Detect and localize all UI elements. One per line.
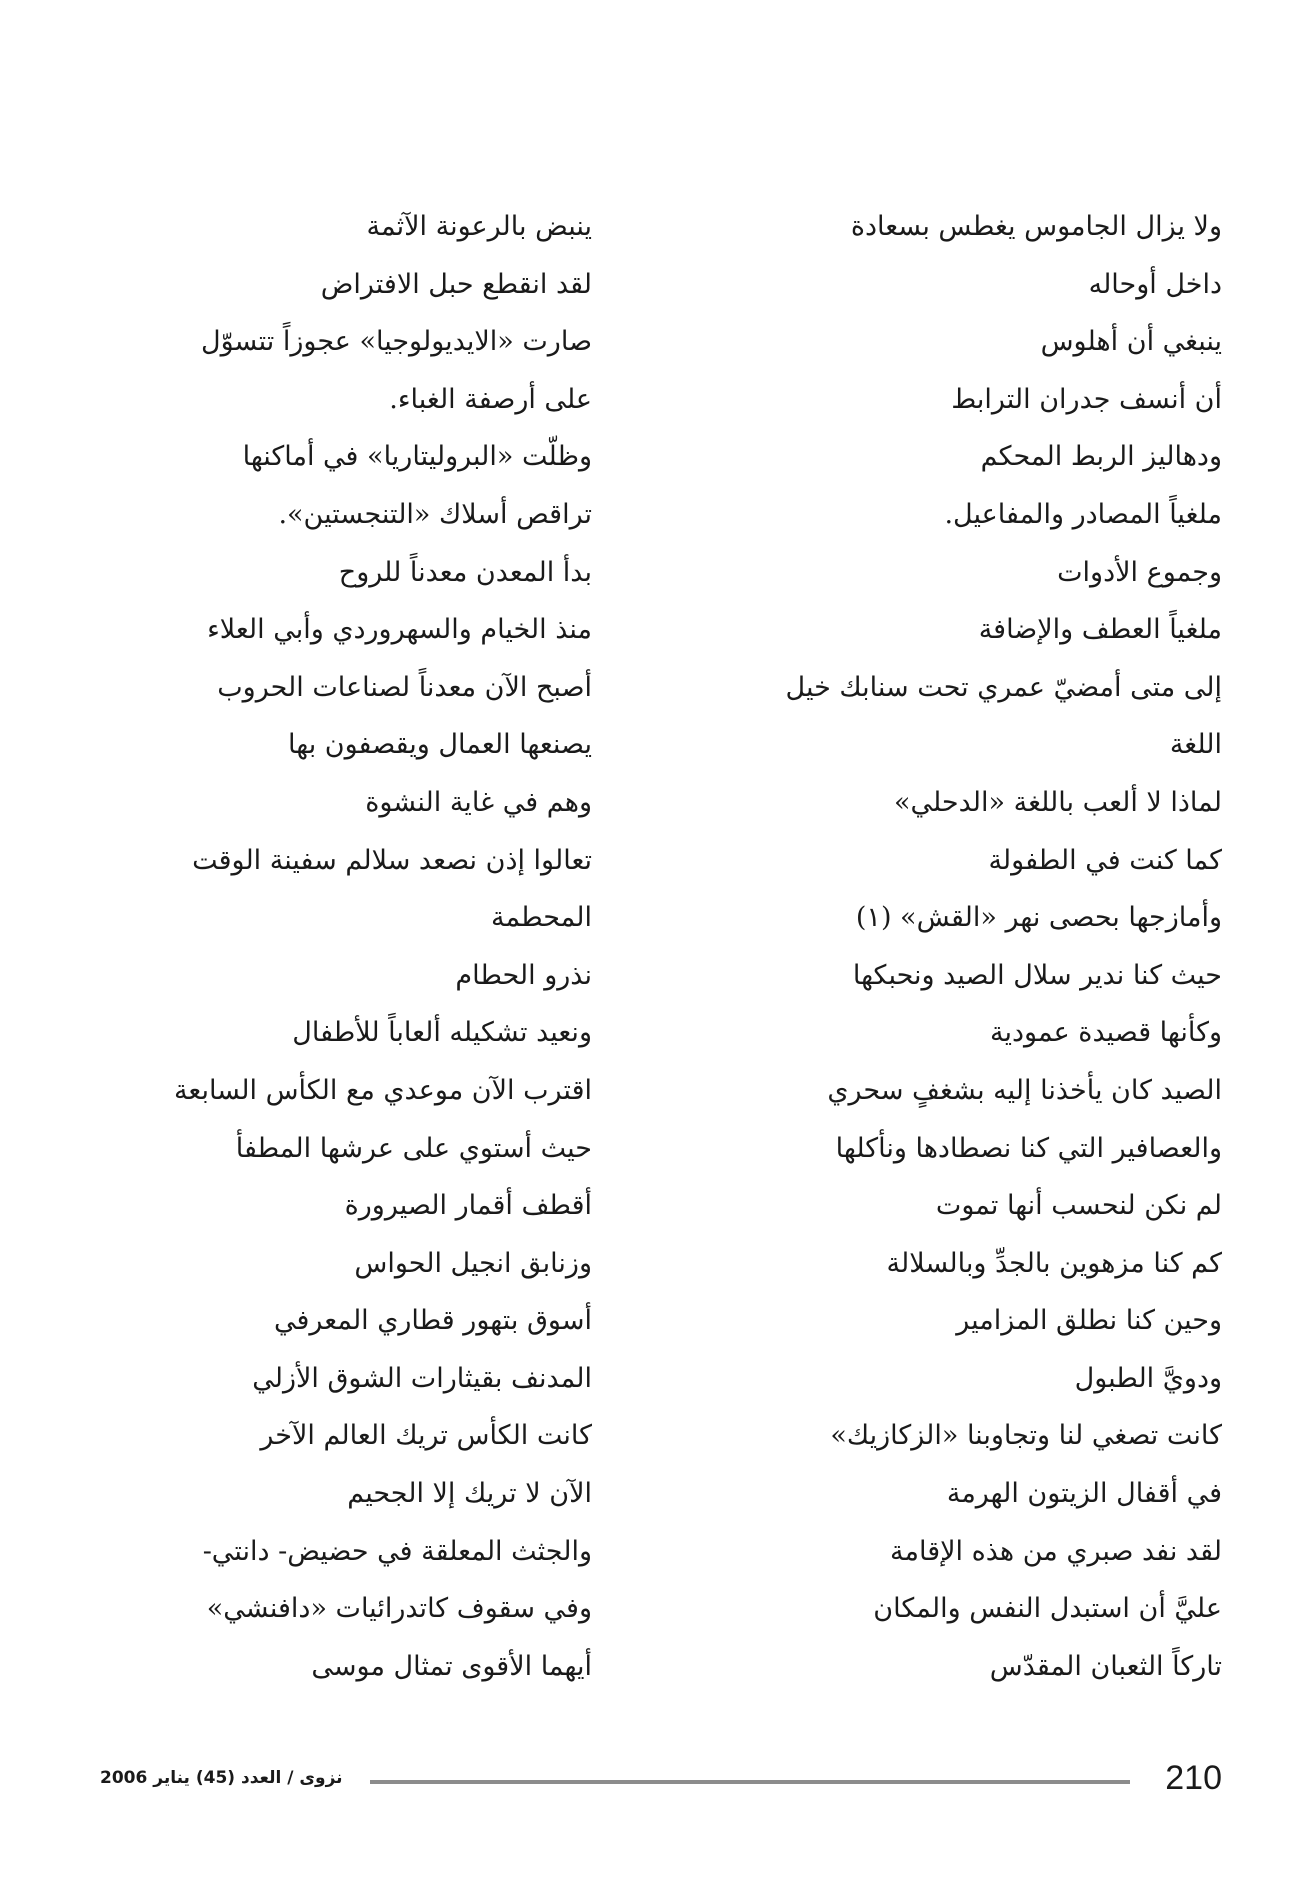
verse-line: أصبح الآن معدناً لصناعات الحروب bbox=[217, 671, 592, 703]
verse-line: المحطمة bbox=[491, 902, 592, 934]
verse-line: حيث أستوي على عرشها المطفأ bbox=[235, 1132, 592, 1164]
verse-line: صارت «الايديولوجيا» عجوزاً تتسوّل bbox=[200, 326, 592, 358]
verse-line: بدأ المعدن معدناً للروح bbox=[338, 556, 592, 588]
verse-line: تراقص أسلاك «التنجستين». bbox=[278, 498, 592, 530]
verse-line: والعصافير التي كنا نصطادها ونأكلها bbox=[835, 1132, 1222, 1164]
verse-line: ودهاليز الربط المحكم bbox=[980, 441, 1222, 473]
verse-line: كانت الكأس تريك العالم الآخر bbox=[260, 1420, 592, 1452]
verse-line: لم نكن لنحسب أنها تموت bbox=[935, 1190, 1222, 1222]
verse-line: ينبغي أن أهلوس bbox=[1040, 326, 1222, 358]
verse-line: ينبض بالرعونة الآثمة bbox=[366, 211, 592, 242]
page-footer bbox=[100, 1758, 1222, 1798]
verse-line: اللغة bbox=[1169, 729, 1222, 761]
verse-line: يصنعها العمال ويقصفون بها bbox=[288, 729, 592, 761]
journal-separator: / bbox=[287, 1768, 294, 1788]
verse-line: ولا يزال الجاموس يغطس بسعادة bbox=[850, 211, 1222, 242]
page-number: 210 bbox=[1165, 1759, 1222, 1797]
verse-line: أقطف أقمار الصيرورة bbox=[344, 1190, 592, 1222]
verse-line: وجموع الأدوات bbox=[1057, 556, 1222, 588]
verse-line: المدنف بقيثارات الشوق الأزلي bbox=[252, 1362, 592, 1394]
verse-line: الآن لا تريك إلا الجحيم bbox=[347, 1478, 592, 1510]
poem-column-left bbox=[72, 198, 592, 1695]
verse-line: حيث كنا ندير سلال الصيد ونحبكها bbox=[852, 959, 1222, 991]
journal-name: نزوى bbox=[299, 1768, 343, 1788]
verse-line: وهم في غاية النشوة bbox=[365, 786, 592, 818]
footer-rule bbox=[370, 1780, 1130, 1784]
verse-line: أيهما الأقوى تمثال موسى bbox=[311, 1650, 592, 1682]
issue-label: العدد bbox=[241, 1768, 282, 1788]
verse-line: في أقفال الزيتون الهرمة bbox=[946, 1478, 1222, 1510]
verse-line: تاركاً الثعبان المقدّس bbox=[989, 1650, 1222, 1682]
verse-line: ملغياً المصادر والمفاعيل. bbox=[944, 498, 1222, 530]
verse-line: تعالوا إذن نصعد سلالم سفينة الوقت bbox=[192, 844, 592, 876]
verse-line: لقد نفد صبري من هذه الإقامة bbox=[890, 1535, 1222, 1567]
verse-line: وأمازجها بحصى نهر «القش» (١) bbox=[855, 902, 1222, 934]
verse-line: وظلّت «البروليتاريا» في أماكنها bbox=[242, 441, 592, 473]
verse-line: اقترب الآن موعدي مع الكأس السابعة bbox=[173, 1074, 592, 1106]
verse-line: ونعيد تشكيله ألعاباً للأطفال bbox=[292, 1017, 592, 1049]
journal-info bbox=[100, 1762, 343, 1794]
verse-line: على أرصفة الغباء. bbox=[389, 383, 592, 415]
verse-line: لقد انقطع حبل الافتراض bbox=[320, 268, 592, 300]
verse-line: ملغياً العطف والإضافة bbox=[978, 614, 1222, 646]
verse-line: كم كنا مزهوين بالجدِّ وبالسلالة bbox=[886, 1247, 1222, 1279]
verse-line: وزنابق انجيل الحواس bbox=[354, 1247, 592, 1279]
verse-line: نذرو الحطام bbox=[455, 959, 592, 991]
verse-line: عليَّ أن استبدل النفس والمكان bbox=[873, 1593, 1222, 1625]
verse-line: وحين كنا نطلق المزامير bbox=[956, 1305, 1222, 1337]
poem-column-right bbox=[692, 198, 1222, 1695]
verse-line: أسوق بتهور قطاري المعرفي bbox=[274, 1305, 592, 1337]
verse-line: وفي سقوف كاتدرائيات «دافنشي» bbox=[206, 1593, 592, 1625]
verse-line: وكأنها قصيدة عمودية bbox=[990, 1017, 1222, 1049]
issue-year: 2006 bbox=[100, 1768, 148, 1788]
verse-line: داخل أوحاله bbox=[1088, 268, 1222, 300]
verse-line: كما كنت في الطفولة bbox=[988, 844, 1222, 876]
issue-month: يناير bbox=[153, 1768, 190, 1788]
verse-line: منذ الخيام والسهروردي وأبي العلاء bbox=[207, 614, 592, 646]
verse-line: أن أنسف جدران الترابط bbox=[951, 383, 1222, 415]
verse-line: والجثث المعلقة في حضيض- دانتي- bbox=[202, 1535, 592, 1567]
issue-number: (45) bbox=[195, 1768, 236, 1788]
verse-line: ودويَّ الطبول bbox=[1074, 1362, 1222, 1394]
verse-line: كانت تصغي لنا وتجاوبنا «الزكازيك» bbox=[830, 1420, 1222, 1452]
verse-line: لماذا لا ألعب باللغة «الدحلي» bbox=[893, 786, 1222, 818]
verse-line: إلى متى أمضيّ عمري تحت سنابك خيل bbox=[785, 671, 1222, 703]
verse-line: الصيد كان يأخذنا إليه بشغفٍ سحري bbox=[827, 1074, 1222, 1106]
